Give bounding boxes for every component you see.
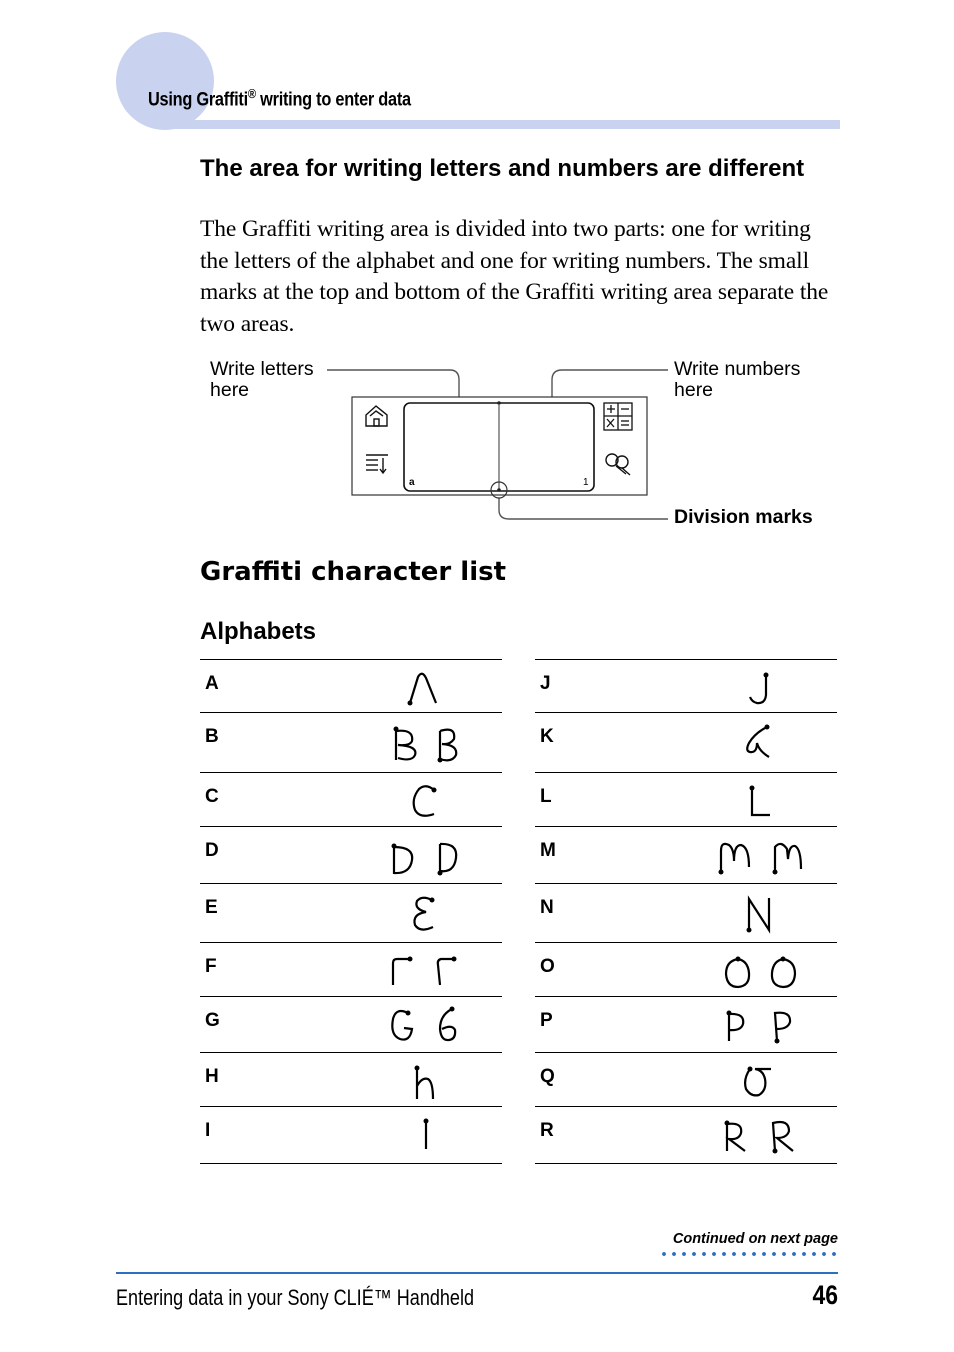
stroke-h-icon <box>370 1053 502 1106</box>
alphabet-table-right <box>535 659 837 1164</box>
row-letter: Q <box>540 1066 555 1087</box>
callout-numbers: Write numbers here <box>674 358 801 401</box>
table-row <box>535 713 837 773</box>
alphabets-subheading: Alphabets <box>200 618 317 645</box>
number-area-mark: 1 <box>583 477 589 488</box>
table-row <box>200 943 502 997</box>
row-letter: D <box>205 840 219 861</box>
row-letter: O <box>540 956 555 977</box>
row-letter: B <box>205 726 219 747</box>
stroke-e-icon <box>370 884 502 942</box>
row-letter: M <box>540 840 556 861</box>
table-row <box>535 997 837 1053</box>
stroke-b-icon <box>370 713 502 772</box>
row-letter: E <box>205 897 218 918</box>
section-heading: The area for writing letters and numbers are different <box>200 155 805 182</box>
stroke-c-icon <box>370 773 502 826</box>
table-row <box>200 660 502 713</box>
table-row <box>200 827 502 884</box>
graffiti-area-diagram <box>0 0 954 560</box>
table-row <box>200 1107 502 1164</box>
callout-division: Division marks <box>674 506 813 528</box>
table-row <box>200 1053 502 1107</box>
stroke-q-icon <box>705 1053 837 1106</box>
row-letter: P <box>540 1010 553 1031</box>
stroke-d-icon <box>370 827 502 883</box>
row-letter: A <box>205 673 219 694</box>
letter-area-mark: a <box>409 477 415 488</box>
stroke-k-icon <box>705 713 837 772</box>
body-paragraph: The Graffiti writing area is divided into two parts: one for writing the letters of the alphabet and one for writing numbers. The small marks at the top and bottom of the Graffiti writing area separate the two areas. <box>200 216 829 337</box>
row-letter: J <box>540 673 551 694</box>
continued-note: Continued on next page <box>672 1231 838 1247</box>
footer-title: Entering data in your Sony CLIÉ™ Handheld <box>116 1285 475 1310</box>
stroke-i-icon <box>370 1107 502 1163</box>
row-letter: R <box>540 1120 554 1141</box>
stroke-n-icon <box>705 884 837 942</box>
dotted-rule <box>659 1251 839 1257</box>
stroke-a-icon <box>370 660 502 712</box>
row-letter: I <box>205 1120 211 1141</box>
footer-rule <box>116 1272 838 1274</box>
stroke-l-icon <box>705 773 837 826</box>
table-row <box>200 884 502 943</box>
stroke-f-icon <box>370 943 502 996</box>
table-row <box>535 827 837 884</box>
stroke-r-icon <box>705 1107 837 1163</box>
table-row <box>535 1107 837 1164</box>
running-header: Using Graffiti® writing to enter data <box>148 86 411 111</box>
row-letter: G <box>205 1010 220 1031</box>
callout-letters: Write letters here <box>210 358 314 401</box>
stroke-j-icon <box>705 660 837 712</box>
row-letter: K <box>540 726 554 747</box>
row-letter: C <box>205 786 219 807</box>
alphabet-table-left <box>200 659 502 1164</box>
table-row <box>535 1053 837 1107</box>
table-row <box>200 713 502 773</box>
stroke-g-icon <box>370 997 502 1052</box>
table-row <box>200 773 502 827</box>
table-row <box>535 943 837 997</box>
graffiti-list-heading: Graffiti character list <box>200 557 507 587</box>
row-letter: F <box>205 956 217 977</box>
stroke-m-icon <box>705 827 837 883</box>
stroke-p-icon <box>705 997 837 1052</box>
table-row <box>535 773 837 827</box>
table-row <box>535 884 837 943</box>
row-letter: L <box>540 786 552 807</box>
row-letter: H <box>205 1066 219 1087</box>
page-number: 46 <box>812 1280 838 1310</box>
row-letter: N <box>540 897 554 918</box>
table-row <box>200 997 502 1053</box>
table-row <box>535 660 837 713</box>
stroke-o-icon <box>705 943 837 996</box>
